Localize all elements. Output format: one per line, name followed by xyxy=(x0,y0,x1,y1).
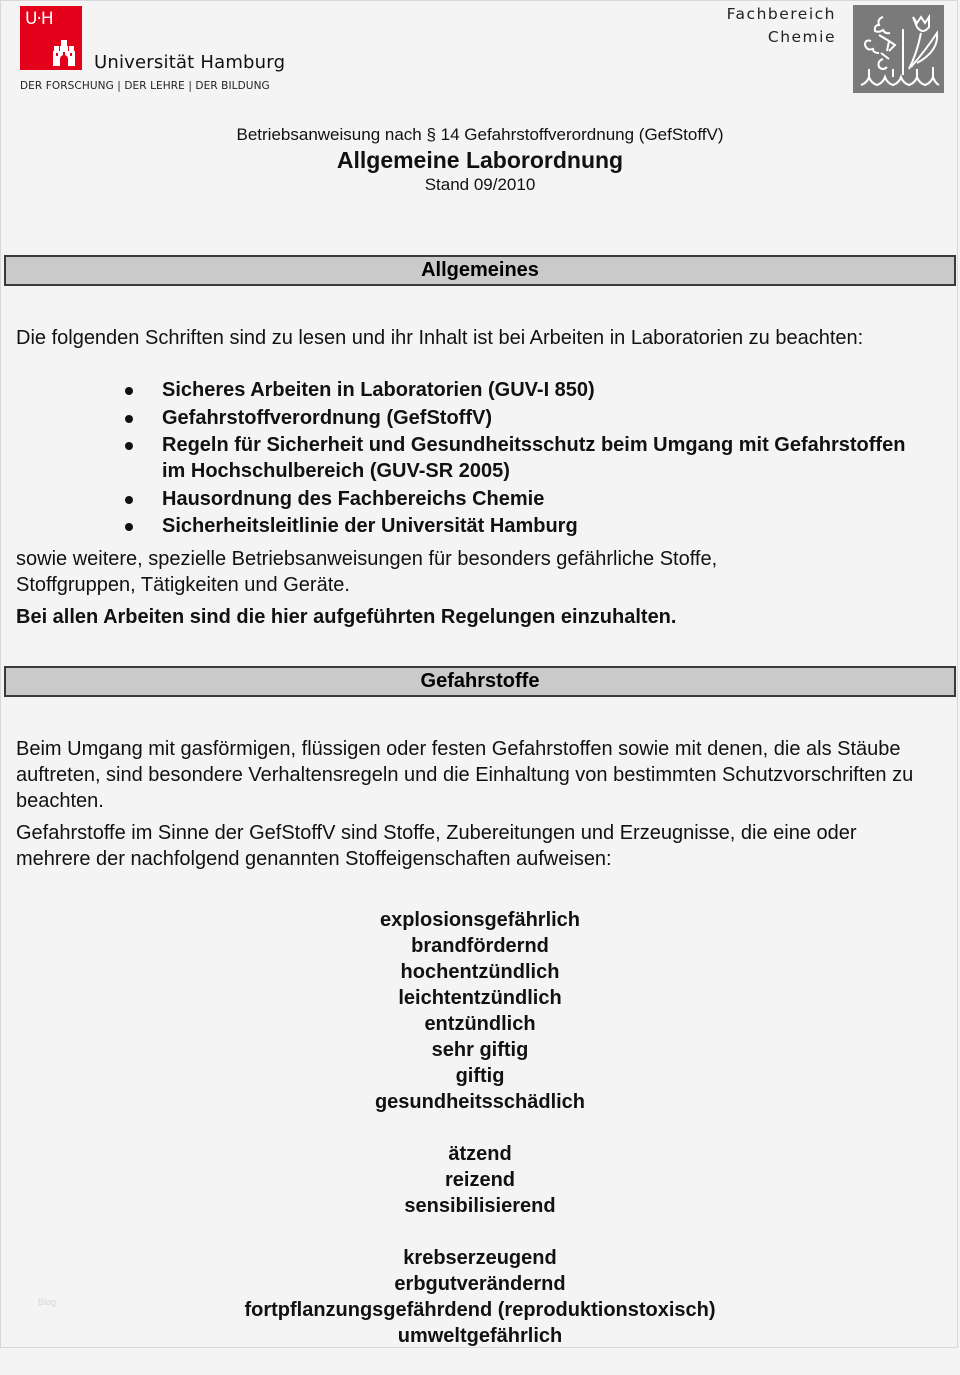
uh-logo xyxy=(20,6,82,70)
university-name: Universität Hamburg xyxy=(94,52,286,73)
hazard-item: gesundheitsschädlich xyxy=(374,1091,586,1113)
bullet-icon xyxy=(125,415,133,423)
hazard-item: sensibilisierend xyxy=(404,1195,556,1217)
section-heading-gefahrstoffe: Gefahrstoffe xyxy=(4,666,956,697)
list-item: Gefahrstoffverordnung (GefStoffV) xyxy=(122,405,922,431)
document-date: Stand 09/2010 xyxy=(424,175,536,194)
bullet-icon xyxy=(125,523,133,531)
list-item: Hausordnung des Fachbereichs Chemie xyxy=(122,486,922,512)
department-line-2: Chemie xyxy=(767,28,836,46)
hazard-item: reizend xyxy=(444,1169,516,1191)
hamburg-castle-icon xyxy=(52,40,76,66)
document-title-block xyxy=(0,124,960,195)
gefahrstoffe-para-1: Beim Umgang mit gasförmigen, flüssigen oder festen Gefahrstoffen sowie mit denen, die als Stäube auftreten, sind besondere Verhaltensregeln und die Einhaltung von bestimmten Schutzvorschriften zu beachten. xyxy=(16,738,914,812)
list-item: Sicheres Arbeiten in Laboratorien (GUV-I 850) xyxy=(122,377,922,403)
list-item: Sicherheitsleitlinie der Universität Hamburg xyxy=(122,513,922,539)
list-item: Regeln für Sicherheit und Gesundheitsschutz beim Umgang mit Gefahrstoffen im Hochschulbereich (GUV-SR 2005) xyxy=(122,432,922,484)
hazard-group-physical-toxic xyxy=(0,907,960,1115)
hazard-group-cmr xyxy=(0,1245,960,1349)
hazard-item: hochentzündlich xyxy=(400,961,560,983)
watermark: Blog xyxy=(38,1297,57,1307)
department-logo xyxy=(853,5,944,93)
hazard-item: giftig xyxy=(455,1065,505,1087)
document-title: Allgemeine Laborordnung xyxy=(336,147,624,173)
uh-logo-text: U·H xyxy=(25,9,53,29)
bullet-icon xyxy=(125,496,133,504)
chemistry-plant-icon xyxy=(853,5,944,93)
section-heading-allgemeines: Allgemeines xyxy=(4,255,956,286)
department-line-1: Fachbereich xyxy=(726,5,836,23)
hazard-item: sehr giftig xyxy=(431,1039,529,1061)
hazard-item: explosionsgefährlich xyxy=(379,909,581,931)
hazard-item: entzündlich xyxy=(424,1013,536,1035)
hazard-group-irritant xyxy=(0,1141,960,1219)
allgemeines-emphasis: Bei allen Arbeiten sind die hier aufgeführten Regelungen einzuhalten. xyxy=(16,606,677,628)
allgemeines-intro: Die folgenden Schriften sind zu lesen und ihr Inhalt ist bei Arbeiten in Laboratorien zu beachten: xyxy=(16,327,864,349)
required-reading-list xyxy=(122,377,922,541)
hazard-item: fortpflanzungsgefährdend (reproduktionstoxisch) xyxy=(244,1299,716,1321)
hazard-item: krebserzeugend xyxy=(403,1247,557,1269)
university-tagline: DER FORSCHUNG | DER LEHRE | DER BILDUNG xyxy=(20,80,270,92)
hazard-item: umweltgefährlich xyxy=(397,1325,563,1347)
department-name xyxy=(727,3,836,49)
allgemeines-followup: sowie weitere, spezielle Betriebsanweisungen für besonders gefährliche Stoffe, Stoffgruppen, Tätigkeiten und Geräte. xyxy=(16,548,718,596)
hazard-item: brandfördernd xyxy=(411,935,549,957)
hazard-properties-list xyxy=(0,907,960,1375)
hazard-item: leichtentzündlich xyxy=(398,987,562,1009)
hazard-item: ätzend xyxy=(448,1143,512,1165)
hazard-item: erbgutverändernd xyxy=(394,1273,566,1295)
gefahrstoffe-para-2: Gefahrstoffe im Sinne der GefStoffV sind Stoffe, Zubereitungen und Erzeugnisse, die eine oder mehrere der nachfolgend genannten Stoffeigenschaften aufweisen: xyxy=(16,822,857,870)
document-subtitle: Betriebsanweisung nach § 14 Gefahrstoffverordnung (GefStoffV) xyxy=(236,125,724,144)
bullet-icon xyxy=(125,387,133,395)
bullet-icon xyxy=(125,442,133,450)
